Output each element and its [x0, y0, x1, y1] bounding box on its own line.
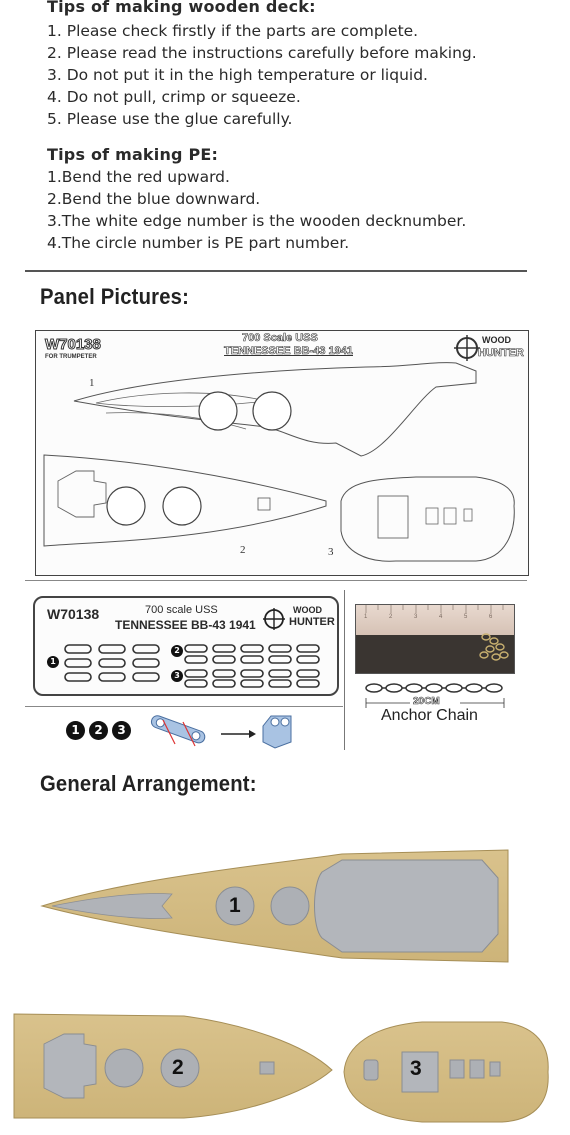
step-number: 1: [66, 721, 85, 740]
anchor-chain-drawing: [364, 680, 524, 696]
svg-text:3: 3: [328, 546, 334, 558]
ga-part-label: 3: [410, 1057, 422, 1080]
ruler-tick-label: 4: [439, 614, 443, 620]
tips-deck-list: [47, 20, 477, 130]
chain-length: 20CM: [413, 696, 440, 707]
list-item: 4.The circle number is PE part number.: [47, 234, 350, 252]
list-item: 1. Please check firstly if the parts are complete.: [47, 22, 419, 40]
list-item: 2. Please read the instructions carefully before making.: [47, 44, 477, 62]
list-item: 3. Do not put it in the high temperature or liquid.: [47, 66, 428, 84]
brand-bottom: HUNTER: [478, 347, 524, 359]
divider: [344, 590, 345, 750]
general-arrangement-heading: General Arrangement:: [40, 771, 257, 796]
svg-text:1: 1: [89, 377, 95, 389]
divider: [25, 706, 343, 707]
list-item: 3.The white edge number is the wooden decknumber.: [47, 212, 467, 230]
tips-pe-heading: Tips of making PE:: [47, 145, 219, 164]
pe-brand-top: WOOD: [293, 605, 322, 615]
ruler-tick-label: 6: [489, 614, 493, 620]
divider: [25, 270, 527, 272]
panel-scale: 700 Scale USS: [242, 332, 318, 344]
pe-parts-grid: [35, 598, 337, 694]
ga-part-label: 2: [172, 1056, 184, 1079]
list-item: 5. Please use the glue carefully.: [47, 110, 293, 128]
pe-part-number: 1: [47, 656, 59, 668]
wood-deck-panel: [35, 330, 529, 576]
step-number: 3: [112, 721, 131, 740]
chain-photo: [355, 604, 515, 674]
svg-text:2: 2: [240, 544, 246, 556]
brand-top: WOOD: [482, 335, 511, 345]
panel-code: W70138: [45, 336, 101, 353]
pe-scale: 700 scale USS: [145, 604, 218, 616]
ga-part-1: [42, 848, 512, 968]
list-item: 1.Bend the red upward.: [47, 168, 230, 186]
step-number: 2: [89, 721, 108, 740]
tips-deck-heading: Tips of making wooden deck:: [47, 0, 316, 16]
ga-part-3: [342, 1016, 552, 1126]
panel-pictures-heading: Panel Pictures:: [40, 284, 189, 309]
panel-ship: TENNESSEE BB-43 1941: [224, 345, 353, 357]
divider: [25, 580, 527, 581]
wood-deck-outlines: [36, 331, 528, 575]
list-item: 2.Bend the blue downward.: [47, 190, 261, 208]
panel-for: FOR TRUMPETER: [45, 354, 97, 360]
pe-code: W70138: [47, 606, 100, 622]
pe-part-number: 3: [171, 670, 183, 682]
ga-part-label: 1: [229, 894, 241, 917]
list-item: 4. Do not pull, crimp or squeeze.: [47, 88, 301, 106]
ruler-tick-label: 3: [414, 614, 418, 620]
pe-ship: TENNESSEE BB-43 1941: [115, 618, 256, 632]
chain-pile-icon: [474, 627, 514, 667]
ruler-tick-label: 5: [464, 614, 468, 620]
pe-part-number: 2: [171, 645, 183, 657]
tips-pe-list: [47, 166, 466, 254]
ruler-tick-label: 1: [364, 614, 368, 620]
chain-label: Anchor Chain: [381, 707, 478, 724]
pe-brand-bottom: HUNTER: [289, 616, 335, 628]
assembly-diagram: [145, 712, 315, 752]
pe-panel: [33, 596, 339, 696]
ruler-tick-label: 2: [389, 614, 393, 620]
